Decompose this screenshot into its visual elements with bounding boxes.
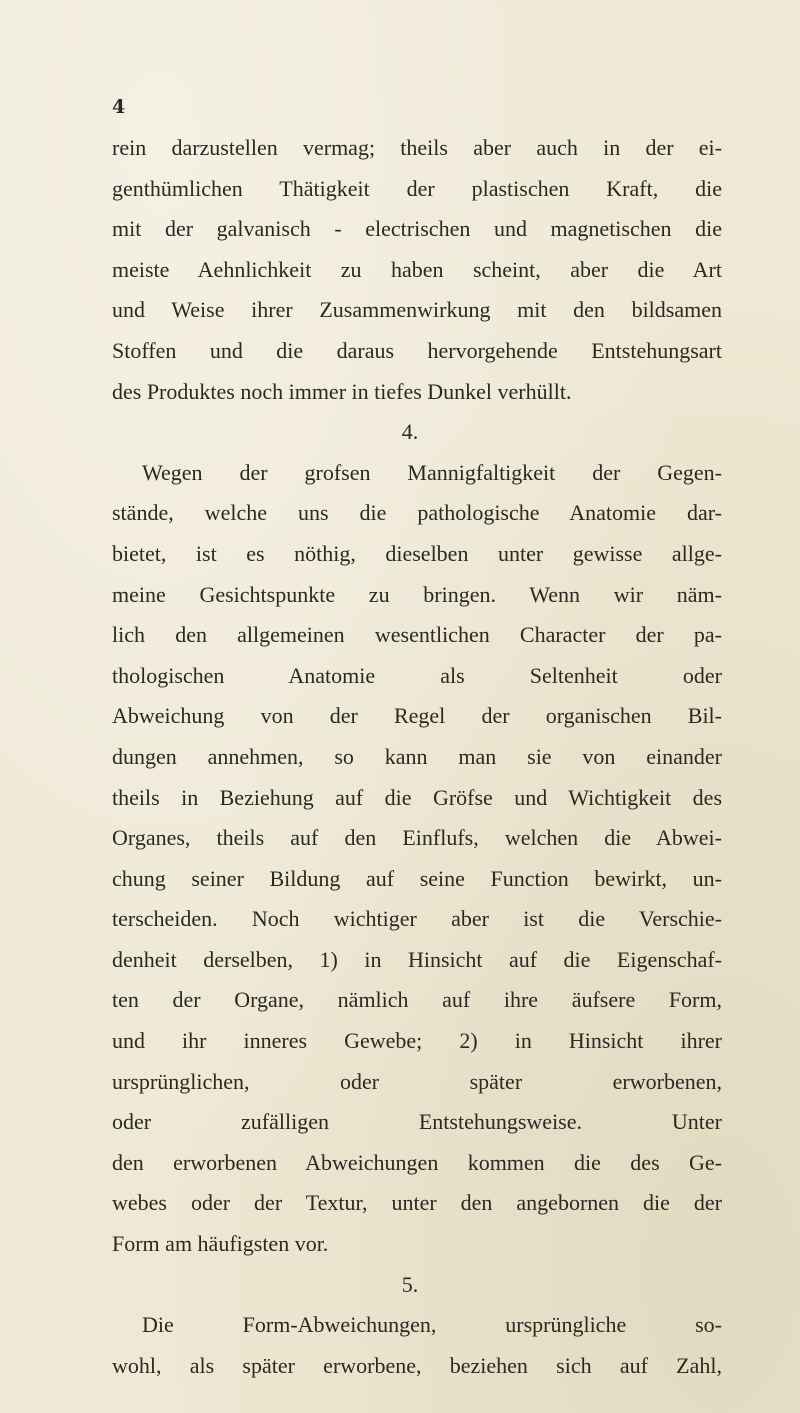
text-line: des Produktes noch immer in tiefes Dunkel verhüllt.	[112, 378, 572, 404]
text-line: ten der Organe, nämlich auf ihre äufsere Form,	[112, 987, 722, 1013]
text-line: theils in Beziehung auf die Gröfse und Wichtigkeit des	[112, 784, 722, 810]
text-line: Die Form-Abweichungen, ursprüngliche so-	[142, 1312, 722, 1338]
text-line: den erworbenen Abweichungen kommen die des Ge-	[112, 1149, 722, 1175]
text-line: denheit derselben, 1) in Hinsicht auf die Eigenschaf-	[112, 946, 722, 972]
text-line: ursprünglichen, oder später erworbenen,	[112, 1068, 722, 1094]
section-heading: 4.	[401, 419, 419, 445]
text-line: oder zufälligen Entstehungsweise. Unter	[112, 1109, 722, 1135]
text-line: meiste Aehnlichkeit zu haben scheint, aber die Art	[112, 256, 722, 282]
text-line: Abweichung von der Regel der organischen Bil-	[112, 703, 722, 729]
text-line: chung seiner Bildung auf seine Function bewirkt, un-	[112, 865, 722, 891]
section-heading: 5.	[401, 1271, 419, 1297]
text-line: bietet, ist es nöthig, dieselben unter gewisse allge-	[112, 540, 722, 566]
text-line: rein darzustellen vermag; theils aber auch in der ei-	[112, 135, 722, 160]
text-line: dungen annehmen, so kann man sie von einander	[112, 743, 722, 769]
text-line: thologischen Anatomie als Seltenheit oder	[112, 662, 722, 688]
text-line: und ihr inneres Gewebe; 2) in Hinsicht ihrer	[112, 1028, 722, 1054]
text-line: lich den allgemeinen wesentlichen Character der pa-	[112, 622, 722, 648]
text-line: genthümlichen Thätigkeit der plastischen Kraft, die	[112, 175, 722, 201]
page-number: 4	[112, 96, 126, 118]
text-line: wohl, als später erworbene, beziehen sich auf Zahl,	[112, 1352, 722, 1378]
text-line: Wegen der grofsen Mannigfaltigkeit der Gegen-	[142, 459, 722, 485]
text-line: Form am häufigsten vor.	[112, 1231, 329, 1257]
text-line: stände, welche uns die pathologische Anatomie dar-	[112, 500, 722, 526]
text-line: und Weise ihrer Zusammenwirkung mit den bildsamen	[112, 297, 722, 323]
text-line: mit der galvanisch - electrischen und magnetischen die	[112, 216, 722, 242]
text-line: webes oder der Textur, unter den angebornen die der	[112, 1190, 722, 1216]
text-line: terscheiden. Noch wichtiger aber ist die Verschie-	[112, 906, 722, 932]
text-line: Organes, theils auf den Einflufs, welchen die Abwei-	[112, 825, 722, 851]
text-line: Stoffen und die daraus hervorgehende Entstehungsart	[112, 337, 722, 363]
text-line: meine Gesichtspunkte zu bringen. Wenn wir näm-	[112, 581, 722, 607]
body-text	[112, 128, 722, 1386]
